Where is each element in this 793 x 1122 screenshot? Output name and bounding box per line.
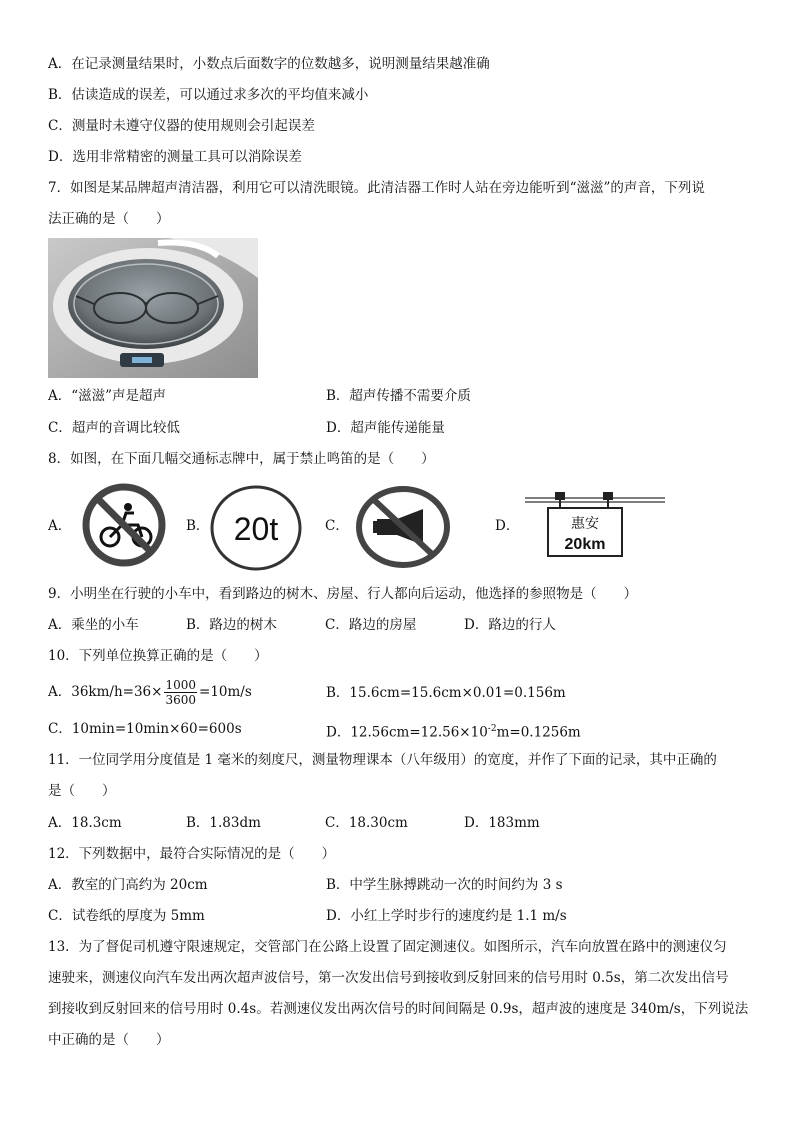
q10-a-post: =10m/s [199, 684, 252, 700]
q10-a-fraction [164, 678, 197, 707]
q8-label-a: A． [48, 518, 72, 534]
q12-stem: 12．下列数据中，最符合实际情况的是（ ） [48, 846, 336, 862]
q10-d-post: m=0.1256m [496, 724, 581, 741]
q13-line1: 13．为了督促司机遵守限速规定，交管部门在公路上设置了固定测速仪。如图所示，汽车向放置在路中的测速仪匀 [48, 939, 727, 955]
q9-option-c: C．路边的房屋 [325, 617, 417, 633]
sign-d-line1: 惠安 [571, 516, 599, 532]
sign-b-text: 20t [233, 511, 279, 547]
q10-a-pre: A．36km/h=36× [48, 684, 163, 700]
q10-option-d [326, 719, 581, 743]
q9-option-d: D．路边的行人 [464, 617, 556, 633]
q8-label-d: D． [495, 518, 520, 534]
q11-stem-line1: 11．一位同学用分度值是 1 毫米的刻度尺，测量物理课本（八年级用）的宽度，并作了下面的记录，其中正确的 [48, 752, 717, 768]
q10-option-b: B．15.6cm=15.6cm×0.01=0.156m [326, 685, 566, 701]
q10-d-exponent: -2 [487, 724, 497, 734]
q11-option-c: C．18.30cm [325, 815, 408, 831]
q10-a-denominator: 3600 [165, 693, 197, 707]
q10-a-numerator: 1000 [165, 678, 197, 692]
q9-option-a: A．乘坐的小车 [48, 617, 139, 633]
q10-option-c: C．10min=10min×60=600s [48, 721, 242, 737]
q10-d-pre: D．12.56cm=12.56×10 [326, 724, 488, 741]
q7-stem-line2: 法正确的是（ ） [48, 211, 170, 227]
q7-option-a: A．“滋滋”声是超声 [48, 388, 167, 404]
q7-option-b: B．超声传播不需要介质 [326, 388, 471, 404]
q11-option-d: D．183mm [464, 815, 540, 831]
ultrasonic-cleaner-photo [48, 238, 258, 378]
q12-option-a: A．教室的门高约为 20cm [48, 877, 208, 893]
q8-label-c: C． [325, 518, 349, 534]
q6-option-c: C．测量时未遵守仪器的使用规则会引起误差 [48, 118, 315, 134]
distance-sign-icon [525, 490, 665, 560]
q8-label-b: B． [186, 518, 210, 534]
q12-option-c: C．试卷纸的厚度为 5mm [48, 908, 205, 924]
q12-option-b: B．中学生脉搏跳动一次的时间约为 3 s [326, 877, 563, 893]
q13-line4: 中正确的是（ ） [48, 1032, 170, 1048]
sign-d-line2: 20km [564, 536, 606, 553]
q11-option-b: B．1.83dm [186, 815, 261, 831]
q11-option-a: A．18.3cm [48, 815, 122, 831]
no-honking-sign-icon [355, 485, 451, 569]
q9-option-b: B．路边的树木 [186, 617, 277, 633]
q6-option-b: B．估读造成的误差，可以通过求多次的平均值来减小 [48, 87, 369, 103]
q13-line3: 到接收到反射回来的信号用时 0.4s。若测速仪发出两次信号的时间间隔是 0.9s，超声波的速度是 340m/s，下列说法 [48, 1001, 749, 1017]
q13-line2: 速驶来，测速仪向汽车发出两次超声波信号，第一次发出信号到接收到反射回来的信号用时 0.5s，第二次发出信号 [48, 970, 729, 986]
q6-option-a: A．在记录测量结果时，小数点后面数字的位数越多，说明测量结果越准确 [48, 56, 490, 72]
q10-stem: 10．下列单位换算正确的是（ ） [48, 648, 268, 664]
q9-stem: 9．小明坐在行驶的小车中，看到路边的树木、房屋、行人都向后运动，他选择的参照物是（ ） [48, 586, 638, 602]
weight-limit-sign-icon [210, 485, 302, 571]
q12-option-d: D．小红上学时步行的速度约是 1.1 m/s [326, 908, 567, 924]
q7-option-d: D．超声能传递能量 [326, 420, 445, 436]
q6-option-d: D．选用非常精密的测量工具可以消除误差 [48, 149, 302, 165]
no-motorcycle-sign-icon [82, 483, 166, 567]
q7-option-c: C．超声的音调比较低 [48, 420, 180, 436]
q11-stem-line2: 是（ ） [48, 783, 116, 799]
q8-stem: 8．如图，在下面几幅交通标志牌中，属于禁止鸣笛的是（ ） [48, 451, 435, 467]
q10-option-a [48, 674, 252, 710]
q7-stem-line1: 7．如图是某品牌超声清洁器，利用它可以清洗眼镜。此清洁器工作时人站在旁边能听到“滋滋”的声音，下列说 [48, 180, 705, 196]
